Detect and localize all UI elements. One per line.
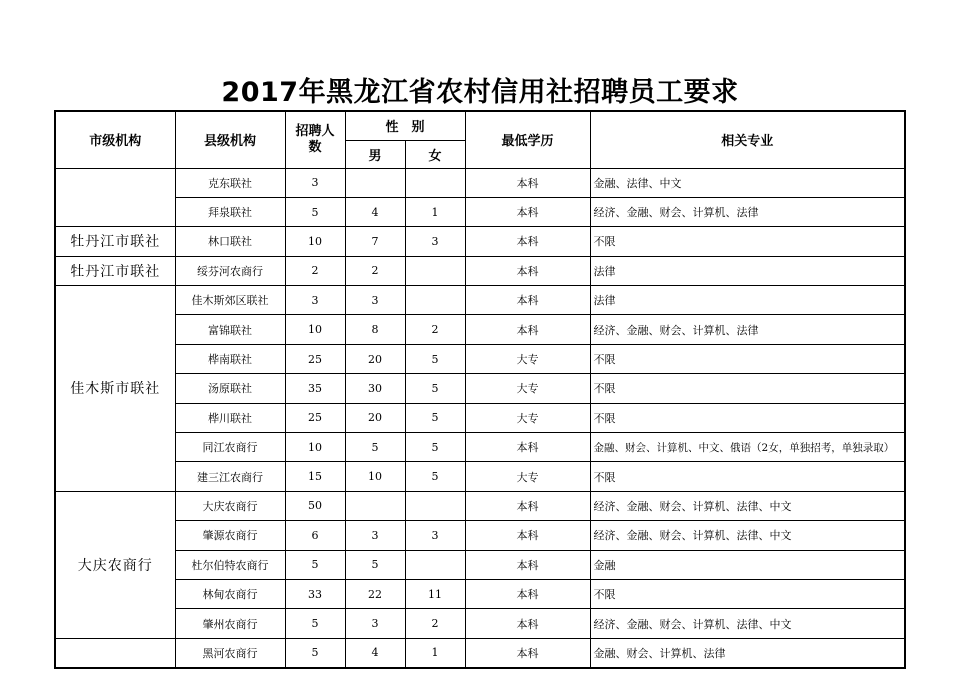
female-cell: 1: [405, 197, 465, 226]
county-cell: 肇州农商行: [175, 609, 285, 638]
female-cell: 2: [405, 315, 465, 344]
edu-cell: 本科: [465, 521, 590, 550]
count-cell: 5: [285, 550, 345, 579]
count-cell: 6: [285, 521, 345, 550]
count-cell: 35: [285, 374, 345, 403]
major-cell: 经济、金融、财会、计算机、法律、中文: [590, 609, 905, 638]
header-female: 女: [405, 140, 465, 168]
table-row: [55, 168, 905, 197]
female-cell: [405, 550, 465, 579]
female-cell: 5: [405, 374, 465, 403]
table-row: [55, 462, 905, 491]
male-cell: 20: [345, 403, 405, 432]
edu-cell: 本科: [465, 197, 590, 226]
header-major: 相关专业: [590, 111, 905, 168]
county-cell: 绥芬河农商行: [175, 256, 285, 285]
edu-cell: 大专: [465, 403, 590, 432]
major-cell: 经济、金融、财会、计算机、法律、中文: [590, 521, 905, 550]
header-count-label: 招聘人数: [295, 123, 335, 155]
table-row: [55, 550, 905, 579]
female-cell: 11: [405, 579, 465, 608]
table-row: [55, 374, 905, 403]
count-cell: 15: [285, 462, 345, 491]
male-cell: 4: [345, 638, 405, 667]
major-cell: 不限: [590, 227, 905, 256]
county-cell: 肇源农商行: [175, 521, 285, 550]
female-cell: 1: [405, 638, 465, 667]
major-cell: 金融、财会、计算机、中文、俄语（2女，单独招考，单独录取）: [590, 433, 905, 462]
female-cell: 3: [405, 521, 465, 550]
county-cell: 桦川联社: [175, 403, 285, 432]
major-cell: 经济、金融、财会、计算机、法律: [590, 197, 905, 226]
table-row: [55, 315, 905, 344]
city-cell: 大庆农商行: [55, 491, 175, 638]
count-cell: 25: [285, 344, 345, 373]
county-cell: 同江农商行: [175, 433, 285, 462]
edu-cell: 本科: [465, 550, 590, 579]
header-gender: 性 别: [345, 111, 465, 140]
male-cell: 4: [345, 197, 405, 226]
city-cell: 牡丹江市联社: [55, 227, 175, 256]
male-cell: 2: [345, 256, 405, 285]
major-cell: 法律: [590, 286, 905, 315]
major-cell: 金融、法律、中文: [590, 168, 905, 197]
county-cell: 林口联社: [175, 227, 285, 256]
male-cell: 5: [345, 550, 405, 579]
county-cell: 拜泉联社: [175, 197, 285, 226]
table-row: [55, 579, 905, 608]
table-row: [55, 491, 905, 520]
edu-cell: 大专: [465, 344, 590, 373]
edu-cell: 本科: [465, 286, 590, 315]
count-cell: 5: [285, 609, 345, 638]
recruitment-table: [54, 110, 906, 669]
edu-cell: 本科: [465, 433, 590, 462]
count-cell: 33: [285, 579, 345, 608]
count-cell: 5: [285, 638, 345, 667]
table-row: [55, 403, 905, 432]
table-row: [55, 286, 905, 315]
female-cell: 2: [405, 609, 465, 638]
city-cell: 牡丹江市联社: [55, 256, 175, 285]
major-cell: 法律: [590, 256, 905, 285]
male-cell: 3: [345, 521, 405, 550]
female-cell: [405, 286, 465, 315]
edu-cell: 大专: [465, 374, 590, 403]
count-cell: 10: [285, 433, 345, 462]
major-cell: 不限: [590, 403, 905, 432]
male-cell: [345, 491, 405, 520]
female-cell: 5: [405, 344, 465, 373]
major-cell: 不限: [590, 462, 905, 491]
female-cell: [405, 256, 465, 285]
female-cell: 5: [405, 403, 465, 432]
county-cell: 建三江农商行: [175, 462, 285, 491]
major-cell: 不限: [590, 579, 905, 608]
edu-cell: 本科: [465, 227, 590, 256]
male-cell: 3: [345, 609, 405, 638]
count-cell: 2: [285, 256, 345, 285]
edu-cell: 本科: [465, 491, 590, 520]
table-row: [55, 433, 905, 462]
county-cell: 桦南联社: [175, 344, 285, 373]
table-row: [55, 609, 905, 638]
edu-cell: 大专: [465, 462, 590, 491]
male-cell: 22: [345, 579, 405, 608]
male-cell: 30: [345, 374, 405, 403]
edu-cell: 本科: [465, 638, 590, 667]
city-cell: 佳木斯市联社: [55, 286, 175, 492]
header-county: 县级机构: [175, 111, 285, 168]
county-cell: 黑河农商行: [175, 638, 285, 667]
table-row: [55, 256, 905, 285]
male-cell: 10: [345, 462, 405, 491]
female-cell: [405, 491, 465, 520]
county-cell: 克东联社: [175, 168, 285, 197]
count-cell: 3: [285, 286, 345, 315]
edu-cell: 本科: [465, 609, 590, 638]
table-row: [55, 638, 905, 667]
edu-cell: 本科: [465, 256, 590, 285]
count-cell: 10: [285, 315, 345, 344]
document-title: 2017年黑龙江省农村信用社招聘员工要求: [221, 77, 739, 108]
male-cell: 5: [345, 433, 405, 462]
male-cell: 3: [345, 286, 405, 315]
header-edu: 最低学历: [465, 111, 590, 168]
county-cell: 汤原联社: [175, 374, 285, 403]
county-cell: 富锦联社: [175, 315, 285, 344]
female-cell: 5: [405, 462, 465, 491]
female-cell: [405, 168, 465, 197]
county-cell: 大庆农商行: [175, 491, 285, 520]
edu-cell: 本科: [465, 579, 590, 608]
female-cell: 5: [405, 433, 465, 462]
major-cell: 不限: [590, 374, 905, 403]
county-cell: 林甸农商行: [175, 579, 285, 608]
county-cell: 佳木斯郊区联社: [175, 286, 285, 315]
county-cell: 杜尔伯特农商行: [175, 550, 285, 579]
major-cell: 金融、财会、计算机、法律: [590, 638, 905, 667]
count-cell: 50: [285, 491, 345, 520]
count-cell: 5: [285, 197, 345, 226]
male-cell: 7: [345, 227, 405, 256]
table-row: [55, 521, 905, 550]
table-row: [55, 344, 905, 373]
city-cell: [55, 168, 175, 227]
table-row: [55, 227, 905, 256]
female-cell: 3: [405, 227, 465, 256]
edu-cell: 本科: [465, 168, 590, 197]
major-cell: 不限: [590, 344, 905, 373]
male-cell: 8: [345, 315, 405, 344]
header-count: [285, 111, 345, 168]
major-cell: 经济、金融、财会、计算机、法律、中文: [590, 491, 905, 520]
count-cell: 10: [285, 227, 345, 256]
male-cell: 20: [345, 344, 405, 373]
edu-cell: 本科: [465, 315, 590, 344]
major-cell: 经济、金融、财会、计算机、法律: [590, 315, 905, 344]
city-cell: [55, 638, 175, 667]
count-cell: 25: [285, 403, 345, 432]
major-cell: 金融: [590, 550, 905, 579]
header-city: 市级机构: [55, 111, 175, 168]
male-cell: [345, 168, 405, 197]
table-row: [55, 197, 905, 226]
header-male: 男: [345, 140, 405, 168]
count-cell: 3: [285, 168, 345, 197]
